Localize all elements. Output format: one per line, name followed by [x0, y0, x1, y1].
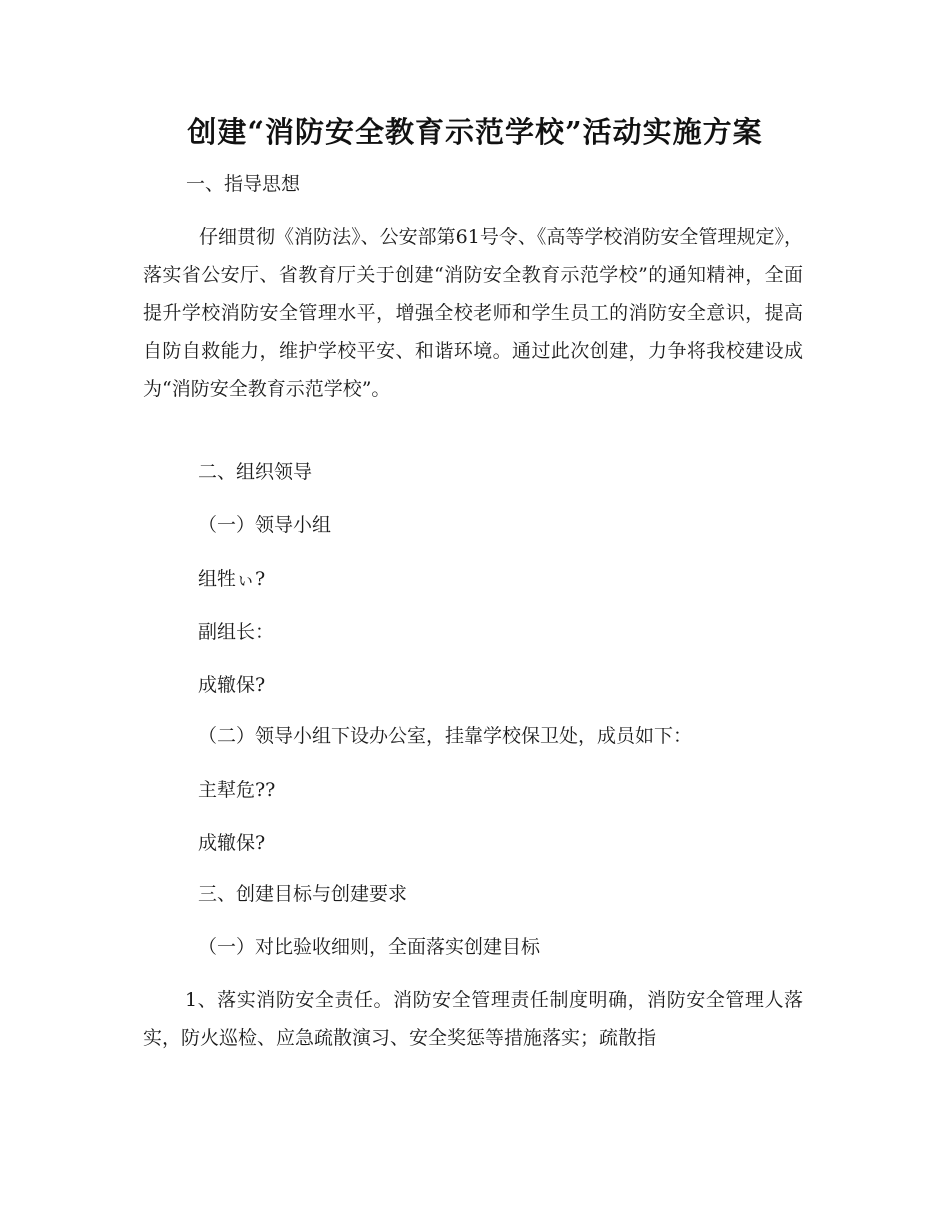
document-title: 创建“消防安全教育示范学校”活动实施方案	[187, 115, 763, 149]
section-heading-organization: 二、组织领导	[198, 461, 313, 483]
subheading-office: （二）领导小组下设办公室，挂靠学校保卫处，成员如下：	[198, 725, 693, 747]
subheading-acceptance-criteria: （一）对比验收细则，全面落实创建目标	[198, 936, 541, 958]
office-members-line: 成辙保?	[198, 832, 266, 854]
subheading-leading-group: （一）领导小组	[198, 514, 332, 536]
members-line: 成辙保?	[198, 674, 266, 696]
section-heading-guiding-ideology: 一、指导思想	[186, 173, 301, 195]
director-line: 主犎危??	[198, 779, 276, 801]
paragraph-guiding-ideology: 仔细贯彻《消防法》、公安部第61号令、《高等学校消防安全管理规定》，落实省公安厅、省教育厅关于创建“消防安全教育示范学校”的通知精神，全面提升学校消防安全管理水平，增强全校老师和学生员工的消防安全意识，提高自防自救能力，维护学校平安、和谐环境。通过此次创建，力争将我校建设成为“消防安全教育示范学校”。	[143, 226, 803, 400]
leader-line: 组牲ぃ?	[198, 568, 266, 590]
deputy-leader-line: 副组长：	[198, 621, 275, 643]
paragraph-fire-safety-responsibility: 1、落实消防安全责任。消防安全管理责任制度明确，消防安全管理人落实，防火巡检、应急疏散演习、安全奖惩等措施落实；疏散指	[143, 989, 803, 1049]
section-heading-goals: 三、创建目标与创建要求	[198, 883, 408, 905]
